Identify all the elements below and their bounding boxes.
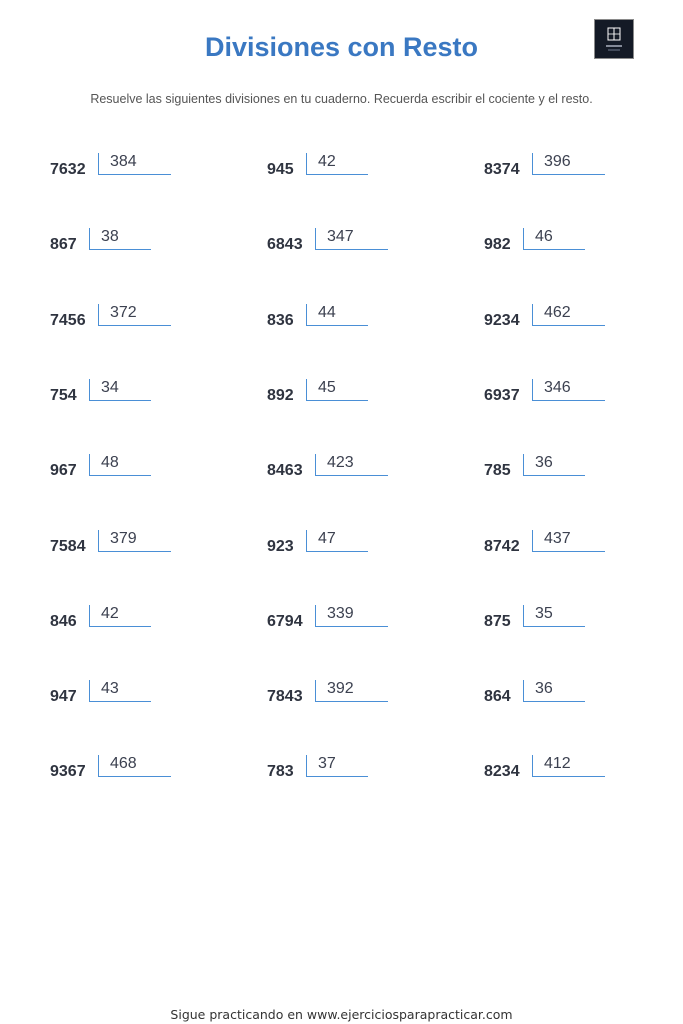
division-bracket [532,379,605,401]
division-bracket [89,605,151,627]
dividend: 945 [267,161,294,178]
divisor: 384 [110,153,137,170]
divisor: 36 [535,680,553,698]
division-bracket [89,228,151,250]
divisor: 423 [327,454,354,472]
dividend: 923 [267,537,294,555]
dividend: 836 [267,311,294,329]
division-bracket [523,680,585,702]
divisor: 42 [318,153,336,170]
division-bracket [315,228,388,250]
divisor: 468 [110,755,137,773]
division-bracket [98,755,171,777]
divisor: 347 [327,228,354,246]
dividend: 6843 [267,236,303,254]
divisor: 42 [101,604,119,622]
division-bracket [98,530,171,552]
divisor: 412 [544,755,571,773]
divisor: 44 [318,303,336,321]
dividend: 892 [267,386,294,404]
division-bracket [306,153,368,175]
dividend: 846 [50,612,77,630]
dividend: 8742 [484,537,520,555]
divisor: 392 [327,680,354,698]
division-bracket [523,228,585,250]
divisor: 34 [101,378,119,396]
division-bracket [306,755,368,777]
divisor: 43 [101,680,119,698]
dividend: 9234 [484,311,520,329]
divisor: 346 [544,378,571,396]
division-bracket [89,379,151,401]
division-bracket [89,454,151,476]
dividend: 7843 [267,688,303,706]
division-bracket [532,755,605,777]
divisor: 36 [535,454,553,472]
dividend: 947 [50,688,77,706]
dividend: 9367 [50,763,86,781]
division-bracket [89,680,151,702]
division-bracket [315,454,388,476]
dividend: 8234 [484,763,520,781]
divisor: 35 [535,604,553,622]
footer-text: Sigue practicando en www.ejerciciosparapracticar.com [170,1007,513,1022]
dividend: 867 [50,236,77,254]
dividend: 754 [50,386,77,404]
divisor: 46 [535,228,553,246]
division-bracket [315,680,388,702]
divisor: 379 [110,529,137,547]
dividend: 7456 [50,311,86,329]
dividend: 8374 [484,161,520,178]
division-bracket [523,454,585,476]
divisor: 37 [318,755,336,773]
division-bracket [98,153,171,175]
dividend: 8463 [267,462,303,480]
division-bracket [532,530,605,552]
division-bracket [532,304,605,326]
divisor: 462 [544,303,571,321]
divisor: 47 [318,529,336,547]
division-bracket [532,153,605,175]
dividend: 785 [484,462,511,480]
instructions-text: Resuelve las siguientes divisiones en tu cuaderno. Recuerda escribir el cociente y el resto. [90,92,593,106]
divisor: 38 [101,228,119,246]
dividend: 982 [484,236,511,254]
dividend: 7584 [50,537,86,555]
division-bracket [98,304,171,326]
dividend: 967 [50,462,77,480]
dividend: 6937 [484,386,520,404]
divisor: 48 [101,454,119,472]
divisor: 396 [544,153,571,170]
divisor: 372 [110,303,137,321]
dividend: 875 [484,612,511,630]
book-logo-icon [594,19,634,59]
division-bracket [306,530,368,552]
division-bracket [306,304,368,326]
divisor: 437 [544,529,571,547]
divisor: 339 [327,604,354,622]
division-bracket [523,605,585,627]
dividend: 864 [484,688,511,706]
division-bracket [315,605,388,627]
dividend: 7632 [50,161,86,178]
page-title: Divisiones con Resto [204,32,479,62]
dividend: 6794 [267,612,303,630]
division-bracket [306,379,368,401]
divisor: 45 [318,378,336,396]
dividend: 783 [267,763,294,781]
